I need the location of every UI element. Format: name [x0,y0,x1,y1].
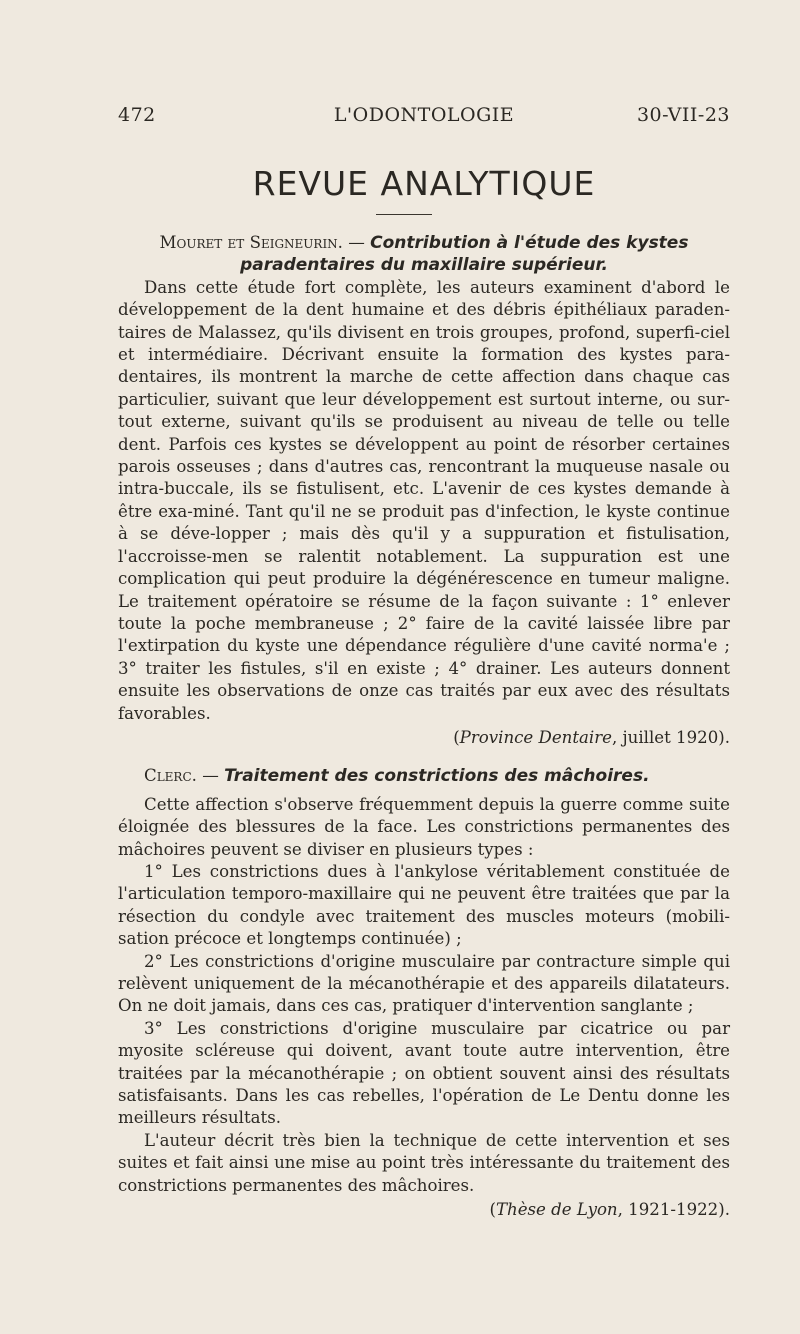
article1-title: Contribution à l'étude des kystes paradentaires du maxillaire supérieur. [240,233,689,276]
article2-source-title: Thèse de Lyon [495,1200,618,1220]
article2-source-rest: , 1921-1922). [617,1200,730,1220]
article2-heading [118,765,730,787]
article1-authors: Mouret et Seigneurin. [159,233,343,252]
page-number: 472 [118,104,156,126]
article2-dash: — [196,766,225,786]
article1-heading [118,232,730,277]
article1-source [118,727,730,749]
article1-source-open: ( [453,727,460,747]
article2-item-3: 3° Les constrictions d'origine musculaire par cicatrice ou par myosite scléreuse qui doivent, avant toute autre intervention, être traitées par la mécanothérapie ; on obtient souvent ainsi des résultats satisfaisants. Dans les cas rebelles, l'opération de Le Dentu donne les meilleurs résultats. [118,1018,730,1128]
article2-source-open: ( [489,1200,496,1220]
article1-paragraph: Dans cette étude fort complète, les auteurs examinent d'abord le développement de la dent humaine et des débris épithéliaux paraden-taires de Malassez, qu'ils divisent en trois groupes, profond, superfi-ciel et intermédiaire. Décrivant ensuite la formation des kystes para-dentaires, ils montrent la marche de cette affection dans chaque cas particulier, suivant que leur développement est surtout interne, ou sur-tout externe, suivant qu'ils se produisent au niveau de telle ou telle dent. Parfois ces kystes se développent au point de résorber certaines parois osseuses ; dans d'autres cas, rencontrant la muqueuse nasale ou intra-buccale, ils se fistulisent, etc. L'avenir de ces kystes demande à être exa-miné. Tant qu'il ne se produit pas d'infection, le kyste continue à se déve-lopper ; mais dès qu'il y a suppuration et fistulisation, l'accroisse-men se ralentit notablement. La suppuration est une complication qui peut produire la dégénérescence en tumeur maligne. Le traitement opératoire se résume de la façon suivante : 1° enlever toute la poche membraneuse ; 2° faire de la cavité laissée libre par l'extirpation du kyste une dépendance régulière d'une cavité norma'e ; 3° traiter les fistules, s'il en existe ; 4° drainer. Les auteurs donnent ensuite les observations de onze cas traités par eux avec des résultats favorables. [118,277,730,723]
article2-source [118,1199,730,1221]
article2-title: Traitement des constrictions des mâchoires. [224,766,650,787]
issue-date: 30-VII-23 [636,104,730,126]
article2-item-2: 2° Les constrictions d'origine musculaire par contracture simple qui relèvent uniquement de la mécanothérapie et des appareils dilatateurs. On ne doit jamais, dans ces cas, pratiquer d'intervention sanglante ; [118,951,730,1016]
article-body [118,232,730,1221]
section-title: REVUE ANALYTIQUE [252,164,596,203]
article2-authors: Clerc. [144,766,197,786]
article2-intro: Cette affection s'observe fréquemment depuis la guerre comme suite éloignée des blessures de la face. Les constrictions permanentes des mâchoires peuvent se diviser en plusieurs types : [118,794,730,859]
title-rule [376,214,432,215]
article2-item-1: 1° Les constrictions dues à l'ankylose véritablement constituée de l'articulation temporo-maxillaire qui ne peuvent être traitées que par la résection du condyle avec traitement des muscles moteurs (mobili-sation précoce et longtemps continuée) ; [118,861,730,949]
article1-source-rest: , juillet 1920). [611,727,730,747]
journal-title: L'ODONTOLOGIE [333,104,515,126]
article1-source-title: Province Dentaire [459,727,612,747]
article1-dash: — [342,233,371,252]
article2-conclusion: L'auteur décrit très bien la technique de cette intervention et ses suites et fait ainsi une mise au point très intéressante du traitement des constrictions permanentes des mâchoires. [118,1130,730,1195]
